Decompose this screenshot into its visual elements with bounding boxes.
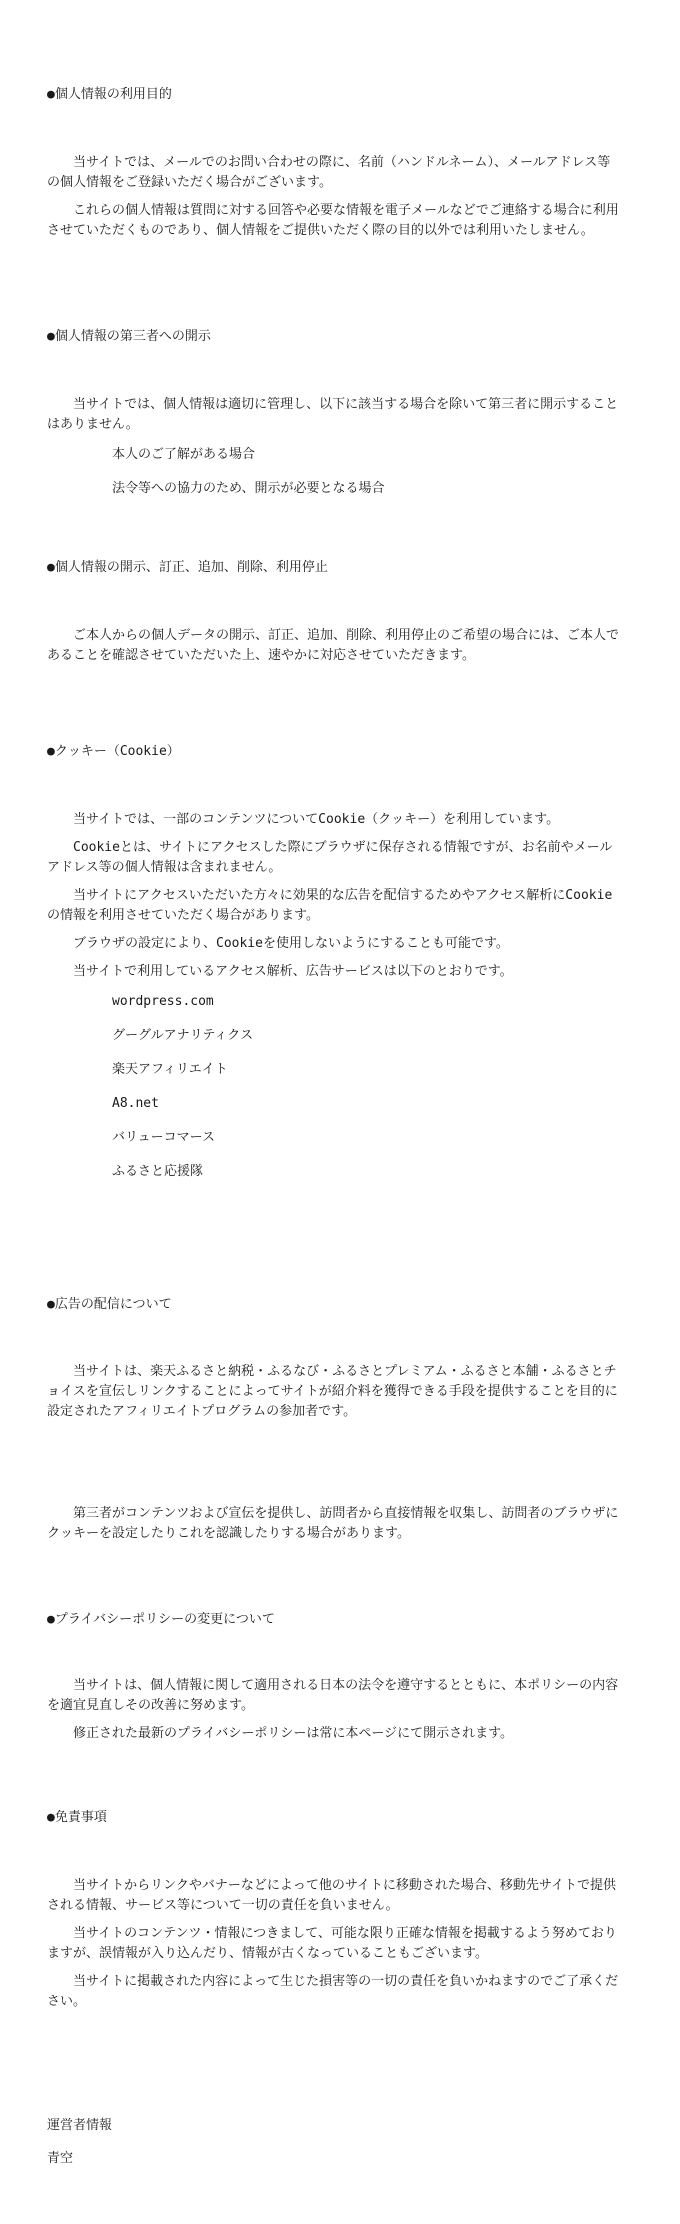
paragraph: 修正された最新のプライバシーポリシーは常に本ページにて開示されます。 xyxy=(73,1726,514,1741)
section-disclaimer-body xyxy=(47,1876,623,2020)
operator-label: 運営者情報 xyxy=(47,2118,113,2133)
paragraph: 当サイトでは、個人情報は適切に管理し、以下に該当する場合を除いて第三者に開示することはありません。 xyxy=(47,397,619,432)
section-advertising xyxy=(47,1295,623,1315)
paragraph: これらの個人情報は質問に対する回答や必要な情報を電子メールなどでご連絡する場合に利用させていただくものであり、個人情報をご提供いただく際の目的以外では利用いたしません。 xyxy=(47,203,619,238)
section-heading: ●個人情報の開示、訂正、追加、削除、利用停止 xyxy=(47,560,328,575)
paragraph: 当サイトで利用しているアクセス解析、広告サービスは以下のとおりです。 xyxy=(73,964,513,979)
list-item: wordpress.com xyxy=(112,994,214,1009)
section-policy-changes-body xyxy=(47,1676,623,1752)
list-item: 法令等への協力のため、開示が必要となる場合 xyxy=(112,481,385,496)
section-correction xyxy=(47,558,623,578)
list-item: 本人のご了解がある場合 xyxy=(112,447,256,462)
section-purpose xyxy=(47,85,623,105)
paragraph: 当サイトは、楽天ふるさと納税・ふるなび・ふるさとプレミアム・ふるさと本舗・ふるさとチョイスを宣伝しリンクすることによってサイトが紹介料を獲得できる手段を提供することを目的に設定されたアフィリエイトプログラムの参加者です。 xyxy=(47,1364,618,1419)
analytics-services-list xyxy=(47,992,623,1182)
operator-name: 青空 xyxy=(47,2151,74,2166)
section-heading: ●免責事項 xyxy=(47,1810,107,1825)
paragraph: 当サイトに掲載された内容によって生じた損害等の一切の責任を負いかねますのでご了承ください。 xyxy=(47,1974,619,2009)
section-heading: ●個人情報の第三者への開示 xyxy=(47,329,211,344)
section-cookie xyxy=(47,742,623,762)
paragraph: 当サイトからリンクやバナーなどによって他のサイトに移動された場合、移動先サイトで提供される情報、サービス等について一切の責任を負いません。 xyxy=(47,1878,617,1913)
section-heading: ●プライバシーポリシーの変更について xyxy=(47,1612,275,1627)
paragraph: Cookieとは、サイトにアクセスした際にブラウザに保存される情報ですが、お名前やメールアドレス等の個人情報は含まれません。 xyxy=(47,840,613,875)
section-heading: ●広告の配信について xyxy=(47,1297,172,1312)
paragraph: ご本人からの個人データの開示、訂正、追加、削除、利用停止のご希望の場合には、ご本人であることを確認させていただいた上、速やかに対応させていただきます。 xyxy=(47,628,620,663)
list-item: バリューコマース xyxy=(112,1130,215,1145)
section-disclosure xyxy=(47,327,623,347)
section-heading: ●個人情報の利用目的 xyxy=(47,87,172,102)
section-policy-changes xyxy=(47,1610,623,1630)
paragraph: 当サイトのコンテンツ・情報につきまして、可能な限り正確な情報を掲載するよう努めておりますが、誤情報が入り込んだり、情報が古くなっていることもございます。 xyxy=(47,1926,617,1961)
section-disclaimer xyxy=(47,1808,623,1828)
section-advertising-body-2 xyxy=(47,1504,623,1552)
paragraph: ブラウザの設定により、Cookieを使用しないようにすることも可能です。 xyxy=(73,936,509,951)
operator-info xyxy=(47,2116,623,2136)
list-item: 楽天アフィリエイト xyxy=(112,1062,228,1077)
section-disclosure-body xyxy=(47,395,623,513)
disclosure-conditions-list xyxy=(47,445,623,499)
operator-name-block xyxy=(47,2149,623,2169)
section-advertising-body xyxy=(47,1362,623,1430)
list-item: グーグルアナリティクス xyxy=(112,1028,254,1043)
paragraph: 当サイトは、個人情報に関して適用される日本の法令を遵守するとともに、本ポリシーの内容を適宜見直しその改善に努めます。 xyxy=(47,1678,619,1713)
paragraph: 当サイトにアクセスいただいた方々に効果的な広告を配信するためやアクセス解析にCookieの情報を利用させていただく場合があります。 xyxy=(47,888,613,923)
section-cookie-body xyxy=(47,810,623,1196)
paragraph: 第三者がコンテンツおよび宣伝を提供し、訪問者から直接情報を収集し、訪問者のブラウザにクッキーを設定したりこれを認識したりする場合があります。 xyxy=(47,1506,619,1541)
paragraph: 当サイトでは、メールでのお問い合わせの際に、名前（ハンドルネーム）、メールアドレス等の個人情報をご登録いただく場合がございます。 xyxy=(47,155,611,190)
paragraph: 当サイトでは、一部のコンテンツについてCookie（クッキー）を利用しています。 xyxy=(73,812,560,827)
list-item: ふるさと応援隊 xyxy=(112,1164,204,1179)
section-purpose-body xyxy=(47,153,623,249)
section-heading: ●クッキー（Cookie） xyxy=(47,744,180,759)
section-correction-body xyxy=(47,626,623,674)
list-item: A8.net xyxy=(112,1096,159,1111)
